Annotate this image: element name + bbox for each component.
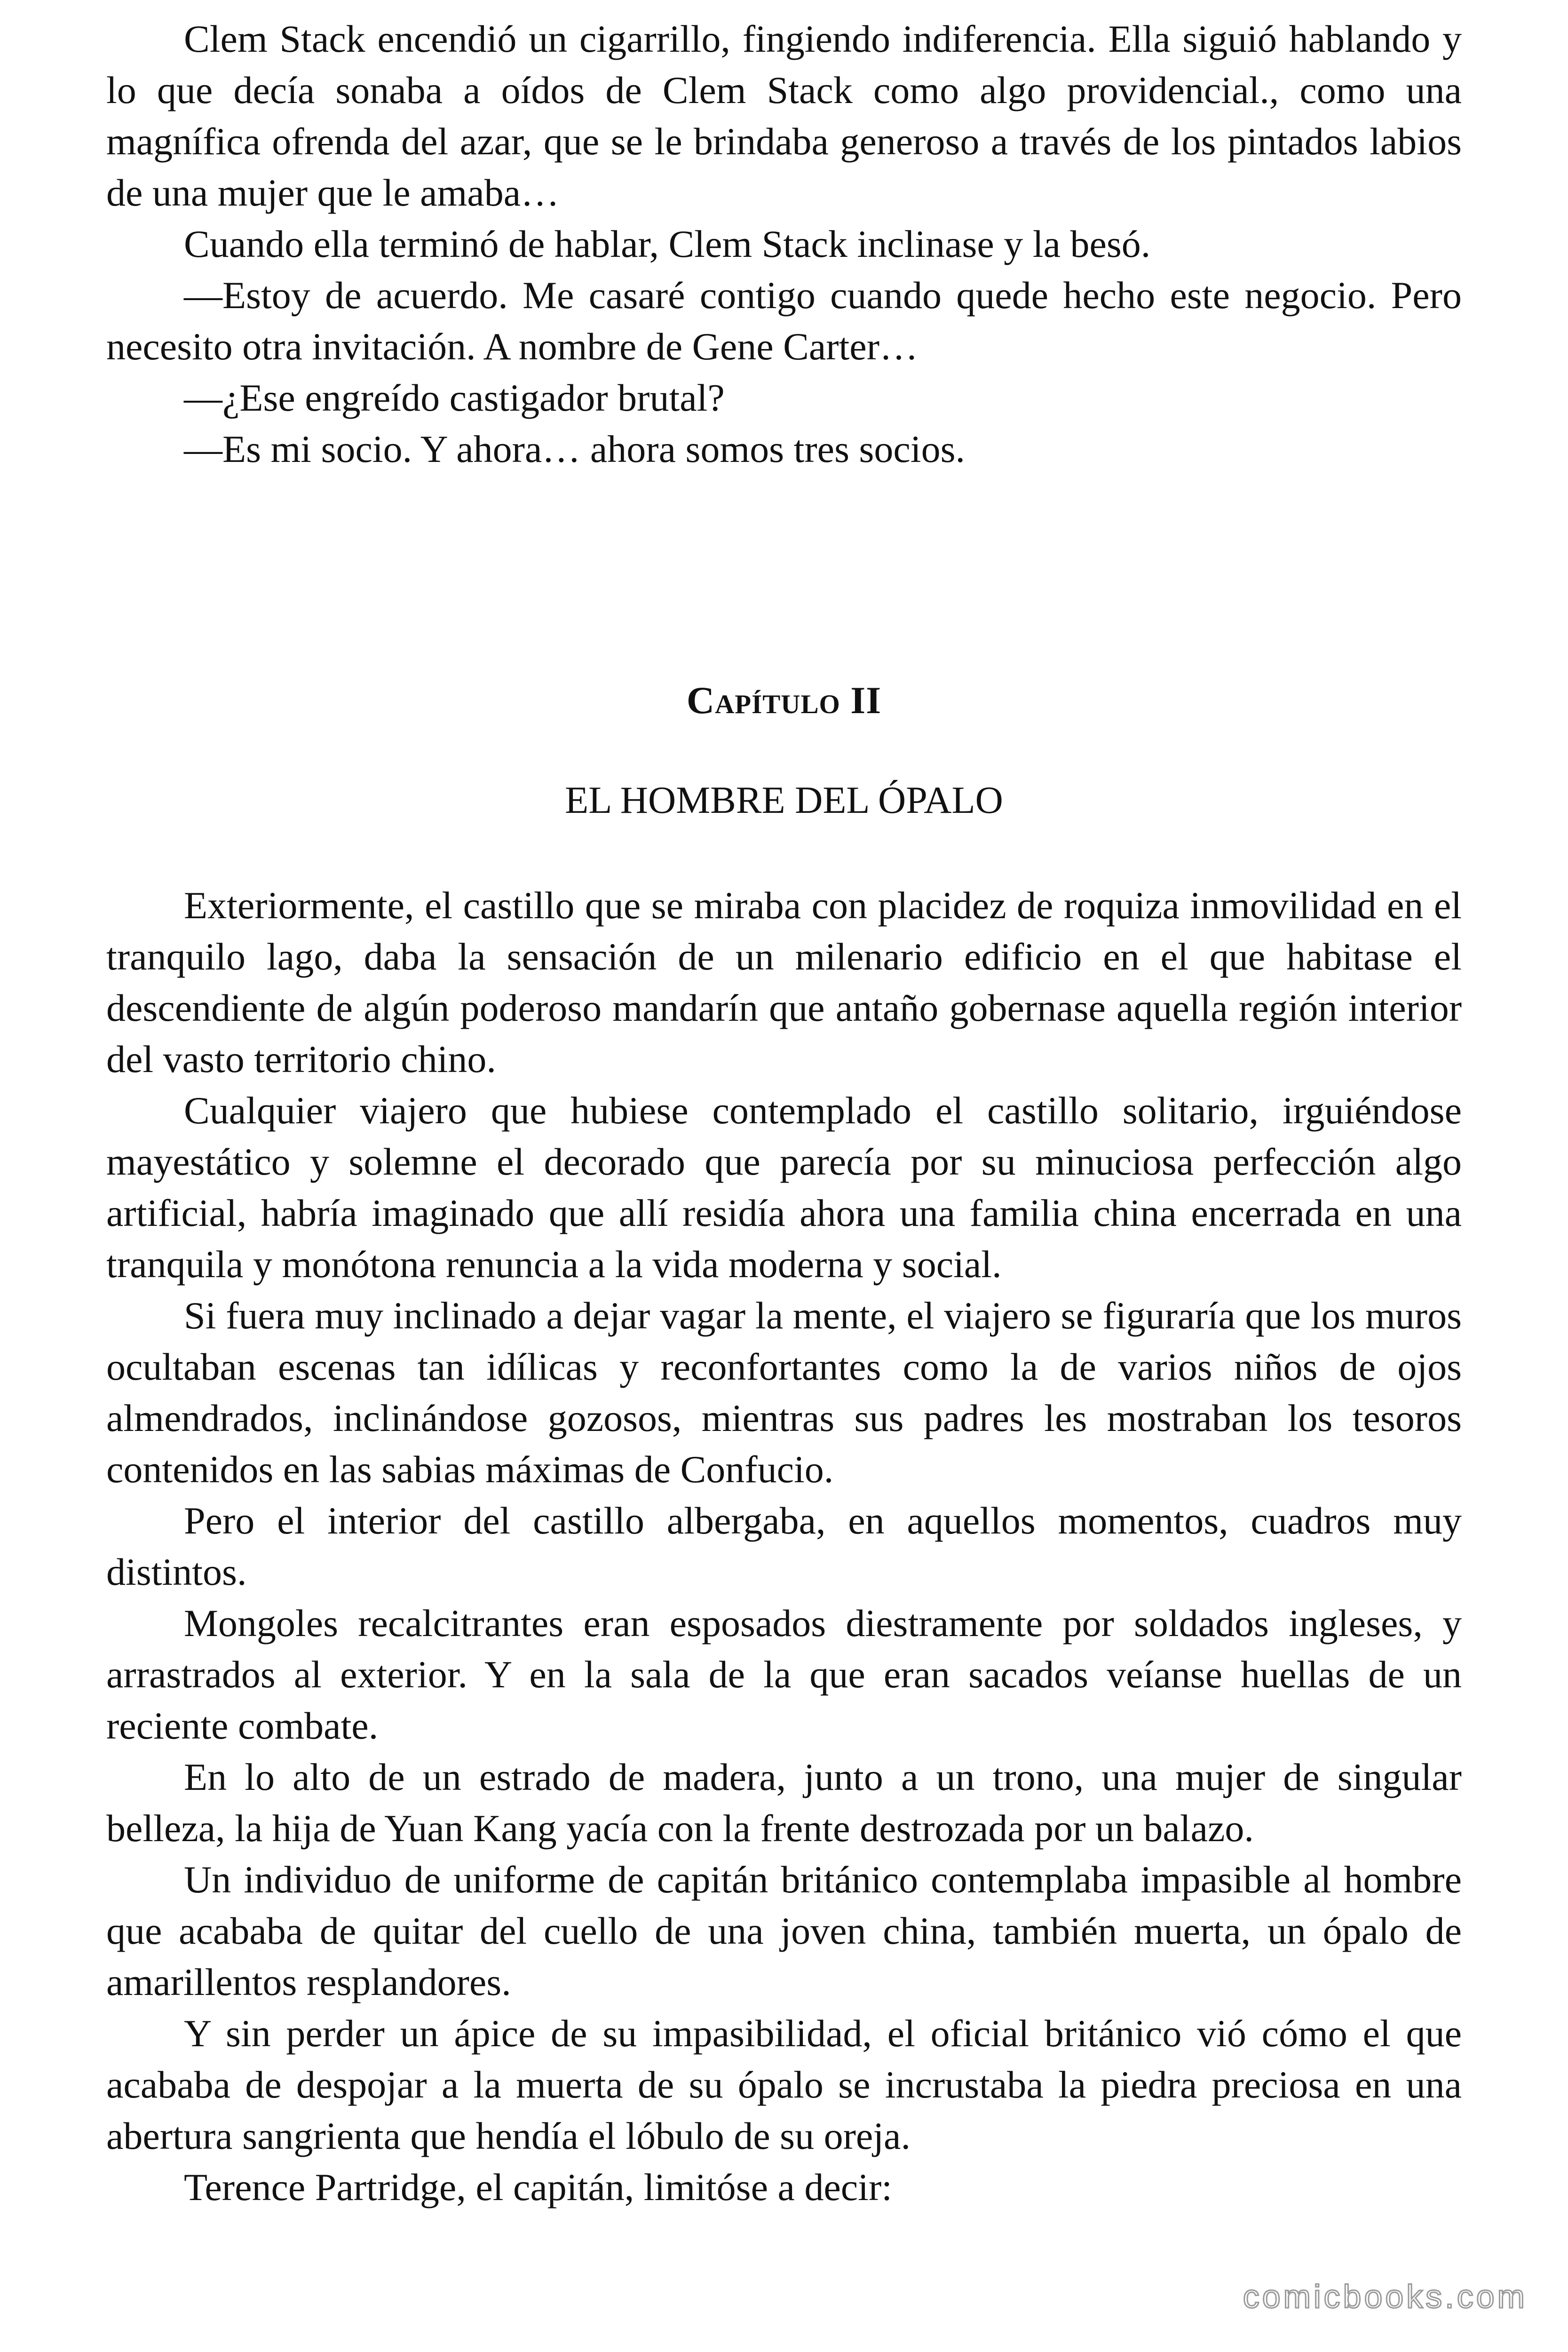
chapter-paragraph-4: Pero el interior del castillo albergaba, en aquellos momentos, cuadros muy distintos. [106,1499,1462,1593]
chapter-paragraph-6: En lo alto de un estrado de madera, junto a un trono, una mujer de singular belleza, la hija de Yuan Kang yacía con la frente destrozada por un balazo. [106,1756,1462,1850]
chapter-paragraph-5: Mongoles recalcitrantes eran esposados diestramente por soldados ingleses, y arrastrados al exterior. Y en la sala de la que eran sacados veíanse huellas de un reciente combate. [106,1602,1462,1747]
chapter-paragraph-2: Cualquier viajero que hubiese contemplado el castillo solitario, irguiéndose mayestático y solemne el decorado que parecía por su minuciosa perfección algo artificial, habría imaginado que allí residía ahora una familia china encerrada en una tranquila y monótona renuncia a la vida moderna y social. [106,1089,1462,1286]
chapter-paragraph-1: Exteriormente, el castillo que se miraba con placidez de roquiza inmovilidad en el tranquilo lago, daba la sensación de un milenario edificio en el que habitase el descendiente de algún poderoso mandarín que antaño gobernase aquella región interior del vasto territorio chino. [106,884,1462,1081]
paragraph-3: —Estoy de acuerdo. Me casaré contigo cuando quede hecho este negocio. Pero necesito otra invitación. A nombre de Gene Carter… [106,274,1462,368]
paragraph-4: —¿Ese engreído castigador brutal? [184,376,725,419]
chapter-paragraph-3: Si fuera muy inclinado a dejar vagar la mente, el viajero se figuraría que los muros ocultaban escenas tan idílicas y reconfortantes como la de varios niños de ojos almendrados, inclinándose gozosos, mientras sus padres les mostraban los tesoros contenidos en las sabias máximas de Confucio. [106,1294,1462,1491]
paragraph-2: Cuando ella terminó de hablar, Clem Stack inclinase y la besó. [184,222,1151,265]
chapter-paragraph-9: Terence Partridge, el capitán, limitóse a decir: [184,2166,893,2209]
book-page [106,13,1462,2213]
chapter-paragraph-8: Y sin perder un ápice de su impasibilidad, el oficial británico vió cómo el que acababa de despojar a la muerta de su ópalo se incrustaba la piedra preciosa en una abertura sangrienta que hendía el lóbulo de su oreja. [106,2012,1462,2157]
watermark-logo: comicbooks.com [1243,2278,1528,2315]
title-spacer [106,826,1462,880]
paragraph-1: Clem Stack encendió un cigarrillo, fingiendo indiferencia. Ella siguió hablando y lo que decía sonaba a oídos de Clem Stack como algo providencial., como una magnífica ofrenda del azar, que se le brindaba generoso a través de los pintados labios de una mujer que le amaba… [106,17,1462,214]
chapter-title: EL HOMBRE DEL ÓPALO [565,779,1003,821]
paragraph-5: —Es mi socio. Y ahora… ahora somos tres socios. [184,428,965,470]
section-spacer [106,475,1462,675]
chapter-paragraph-7: Un individuo de uniforme de capitán británico contemplaba impasible al hombre que acababa de quitar del cuello de una joven china, también muerta, un ópalo de amarillentos resplandores. [106,1858,1462,2003]
chapter-heading: Capítulo II [686,679,882,722]
